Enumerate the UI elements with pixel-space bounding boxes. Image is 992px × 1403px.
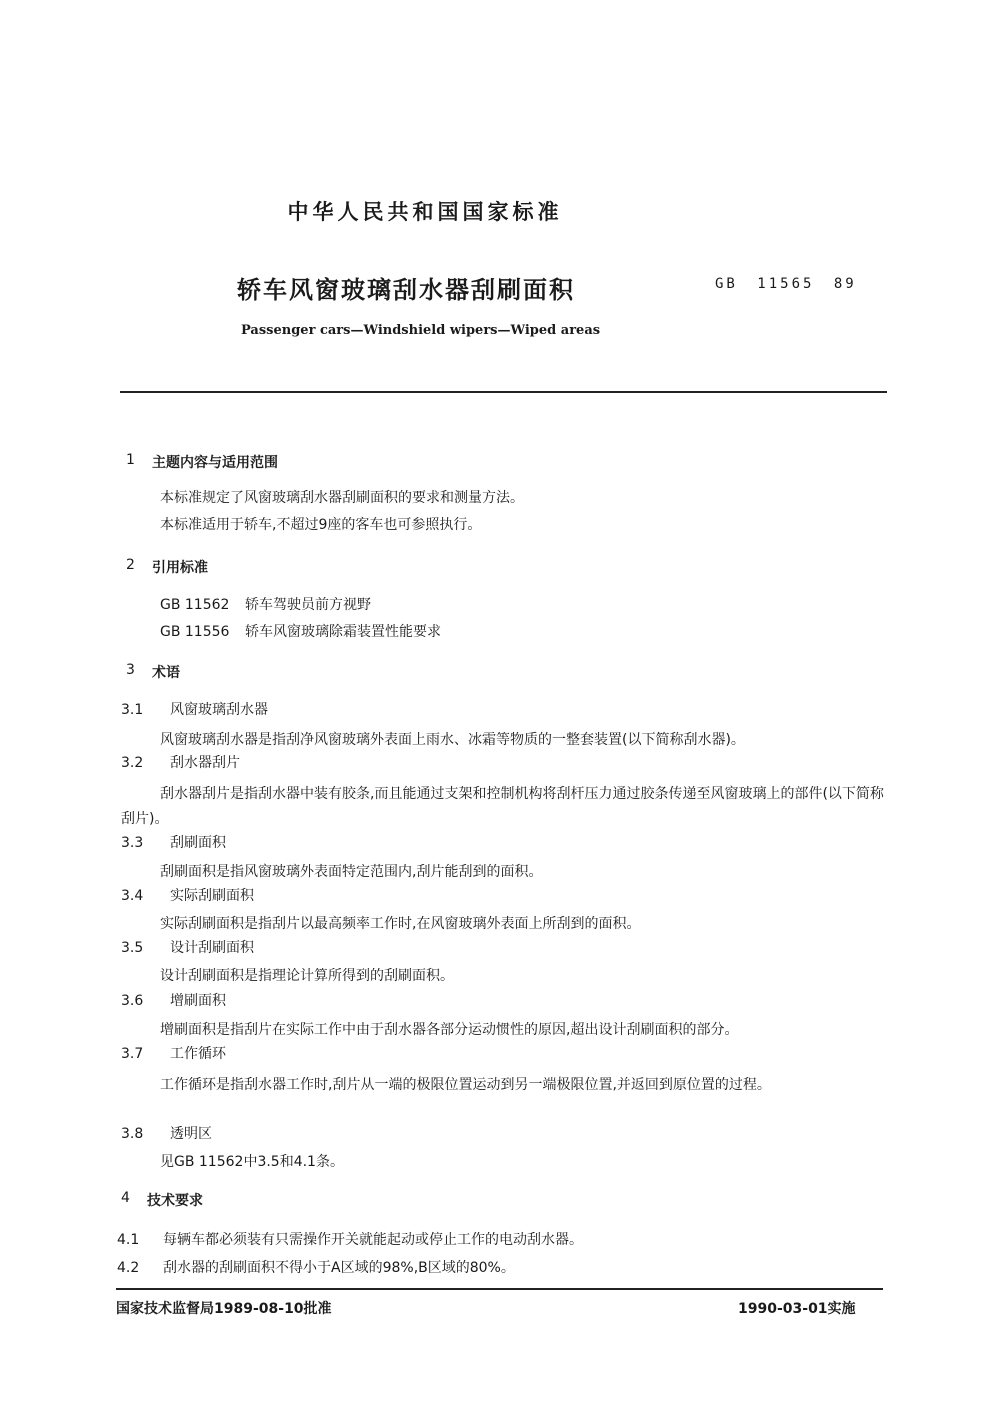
term-3-4-number: 3.4 (121, 888, 144, 904)
term-3-2-title: 刮水器刮片 (170, 755, 240, 771)
document-title: 轿车风窗玻璃刮水器刮刷面积 (237, 276, 575, 304)
term-3-3-title: 刮刷面积 (170, 835, 226, 851)
term-3-1-definition: 风窗玻璃刮水器是指刮净风窗玻璃外表面上雨水、冰霜等物质的一整套装置(以下简称刮水器)。 (160, 732, 745, 748)
term-3-6-number: 3.6 (121, 993, 144, 1009)
section-4-number: 4 (121, 1190, 130, 1206)
section-2-number: 2 (126, 557, 135, 573)
term-3-4-definition: 实际刮刷面积是指刮片以最高频率工作时,在风窗玻璃外表面上所刮到的面积。 (160, 916, 641, 932)
requirement-4-1-text: 每辆车都必须装有只需操作开关就能起动或停止工作的电动刮水器。 (163, 1232, 583, 1248)
footer-rule (116, 1288, 883, 1290)
section-3-number: 3 (126, 662, 135, 678)
effective-date: 1990-03-01实施 (738, 1301, 856, 1317)
org-title: 中华人民共和国国家标准 (287, 200, 563, 224)
term-3-3-number: 3.3 (121, 835, 144, 851)
requirement-4-1-number: 4.1 (117, 1232, 140, 1248)
term-3-8-number: 3.8 (121, 1126, 144, 1142)
term-3-7-title: 工作循环 (170, 1046, 226, 1062)
term-3-6-title: 增刷面积 (170, 993, 226, 1009)
header-rule (120, 391, 887, 393)
term-3-7-definition: 工作循环是指刮水器工作时,刮片从一端的极限位置运动到另一端极限位置,并返回到原位置的过程。 (160, 1077, 771, 1093)
section-2-title: 引用标准 (152, 560, 208, 576)
section-4-title: 技术要求 (147, 1193, 203, 1209)
requirement-4-2-text: 刮水器的刮刷面积不得小于A区域的98%,B区域的80%。 (163, 1260, 515, 1276)
section-1-paragraph-2: 本标准适用于轿车,不超过9座的客车也可参照执行。 (160, 517, 482, 533)
reference-2-title: 轿车风窗玻璃除霜装置性能要求 (245, 624, 441, 640)
term-3-1-number: 3.1 (121, 702, 144, 718)
term-3-1-title: 风窗玻璃刮水器 (170, 702, 268, 718)
english-title: Passenger cars—Windshield wipers—Wiped areas (241, 323, 601, 338)
term-3-5-title: 设计刮刷面积 (170, 940, 254, 956)
section-1-paragraph-1: 本标准规定了风窗玻璃刮水器刮刷面积的要求和测量方法。 (160, 490, 524, 506)
term-3-8-definition: 见GB 11562中3.5和4.1条。 (160, 1154, 344, 1170)
section-1-title: 主题内容与适用范围 (152, 455, 278, 471)
reference-2-code: GB 11556 (160, 624, 230, 640)
term-3-2-number: 3.2 (121, 755, 144, 771)
standard-code: GB 11565 89 (715, 276, 857, 292)
term-3-3-definition: 刮刷面积是指风窗玻璃外表面特定范围内,刮片能刮到的面积。 (160, 864, 543, 880)
term-3-8-title: 透明区 (170, 1126, 212, 1142)
requirement-4-2-number: 4.2 (117, 1260, 140, 1276)
term-3-5-number: 3.5 (121, 940, 144, 956)
term-3-7-number: 3.7 (121, 1046, 144, 1062)
term-3-6-definition: 增刷面积是指刮片在实际工作中由于刮水器各部分运动惯性的原因,超出设计刮刷面积的部分。 (160, 1022, 739, 1038)
approval-date: 国家技术监督局1989-08-10批准 (116, 1301, 332, 1317)
term-3-2-definition: 刮水器刮片是指刮水器中装有胶条,而且能通过支架和控制机构将刮杆压力通过胶条传递至风窗玻璃上的部件(以下简称刮片)。 (121, 786, 884, 827)
term-3-4-title: 实际刮刷面积 (170, 888, 254, 904)
term-3-5-definition: 设计刮刷面积是指理论计算所得到的刮刷面积。 (160, 968, 454, 984)
reference-1-code: GB 11562 (160, 597, 230, 613)
reference-1-title: 轿车驾驶员前方视野 (245, 597, 371, 613)
section-1-number: 1 (126, 452, 135, 468)
section-3-title: 术语 (152, 665, 180, 681)
